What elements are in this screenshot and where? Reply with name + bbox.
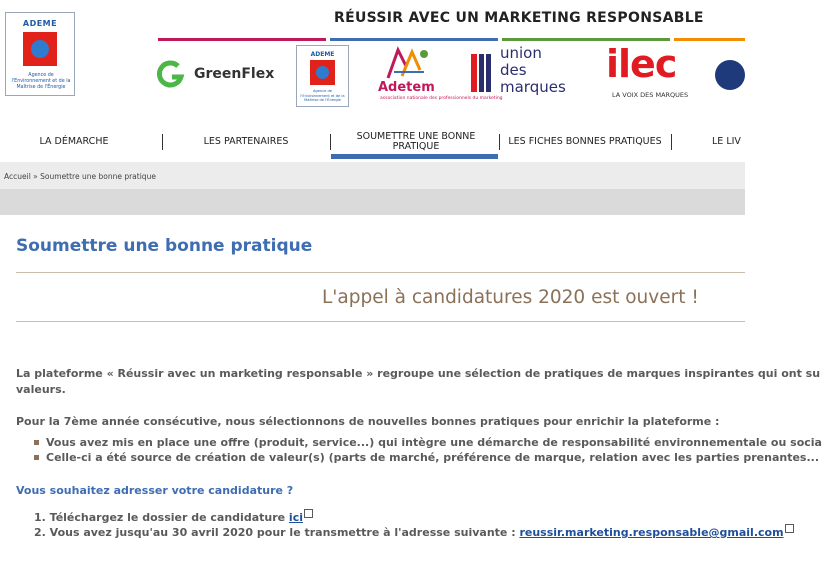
step-1 [34,511,313,524]
subheader-band [0,189,745,215]
partner-logo-cropped[interactable] [715,60,745,90]
union-word: union [500,44,542,62]
nav-separator [330,134,331,150]
step-2-text: 2. Vous avez jusqu'au 30 avril 2020 pour le transmettre à l'adresse suivante : [34,526,520,539]
adetem-mark-icon [384,46,430,80]
partner-color-bar [674,38,745,41]
breadcrumb-current: Soumettre une bonne pratique [40,172,156,181]
partner-color-bar [158,38,326,41]
external-link-icon [304,509,313,518]
step-2 [34,526,794,539]
nav-soumettre[interactable]: SOUMETTRE UNE BONNE PRATIQUE [356,131,476,152]
site-title: RÉUSSIR AVEC UN MARKETING RESPONSABLE [334,10,704,26]
divider [16,321,745,322]
adetem-tagline: association nationale des professionnels du marketing [380,96,503,101]
bullet-square-icon [34,455,39,460]
adetem-logo[interactable]: Adetem [378,80,435,95]
greenflex-logo[interactable]: GreenFlex [194,66,275,82]
nav-la-demarche[interactable]: LA DÉMARCHE [39,136,109,147]
union-des-marques-logo[interactable] [500,45,566,96]
ademe-brand: ADEME [22,19,58,28]
des-word: des [500,61,527,79]
ademe-small-brand: ADEME [310,51,335,58]
partner-color-bar [502,38,670,41]
intro-line-2: valeurs. [16,383,66,396]
intro-line-1: La plateforme « Réussir avec un marketing responsable » regroupe une sélection de pratiques de marques inspirantes qui ont su [16,367,821,380]
breadcrumb [4,172,156,181]
nav-fiches[interactable]: LES FICHES BONNES PRATIQUES [508,136,662,147]
bullet-item [34,451,819,464]
bullet-text: Celle-ci a été source de création de valeur(s) (parts de marché, préférence de marque, relation avec les parties prenantes... [46,451,819,464]
ademe-small-emblem-icon [310,60,335,85]
ademe-logo[interactable] [5,12,75,96]
union-mark-icon [469,52,493,94]
bullet-text: Vous avez mis en place une offre (produit, service...) qui intègre une démarche de responsabilité environnementale ou socia [46,436,822,449]
para-selection: Pour la 7ème année consécutive, nous sélectionnons de nouvelles bonnes pratiques pour enrichir la plateforme : [16,415,720,428]
divider [16,272,745,273]
nav-les-partenaires[interactable]: LES PARTENAIRES [203,136,289,147]
breadcrumb-separator: » [33,172,38,181]
page-title: Soumettre une bonne pratique [16,236,313,256]
step-1-text: 1. Téléchargez le dossier de candidature [34,511,289,524]
external-link-icon [785,524,794,533]
nav-le-livre[interactable]: LE LIV [712,136,741,147]
announcement: L'appel à candidatures 2020 est ouvert ! [322,287,699,308]
partner-color-bar [330,38,498,41]
ademe-small-caption: Agence de l'Environnement et de la Maîtrise de l'Énergie [300,89,345,102]
marques-word: marques [500,78,566,96]
main-nav [0,130,745,160]
bullet-item [34,436,822,449]
greenflex-icon [158,61,184,89]
breadcrumb-home[interactable]: Accueil [4,172,31,181]
bullet-square-icon [34,440,39,445]
nav-active-indicator [331,154,498,159]
ademe-partner-logo[interactable] [296,45,349,107]
download-link[interactable]: ici [288,511,303,524]
email-link[interactable]: reussir.marketing.responsable@gmail.com [519,526,784,539]
ilec-logo[interactable]: ilec [606,42,677,86]
candidature-heading: Vous souhaitez adresser votre candidature ? [16,484,294,497]
ademe-emblem-icon [23,32,57,66]
intro-paragraph [16,366,821,398]
ademe-caption: Agence de l'Environnement et de la Maîtrise de l'Énergie [11,73,71,90]
ilec-tagline: LA VOIX DES MARQUES [612,91,689,99]
nav-separator [671,134,672,150]
